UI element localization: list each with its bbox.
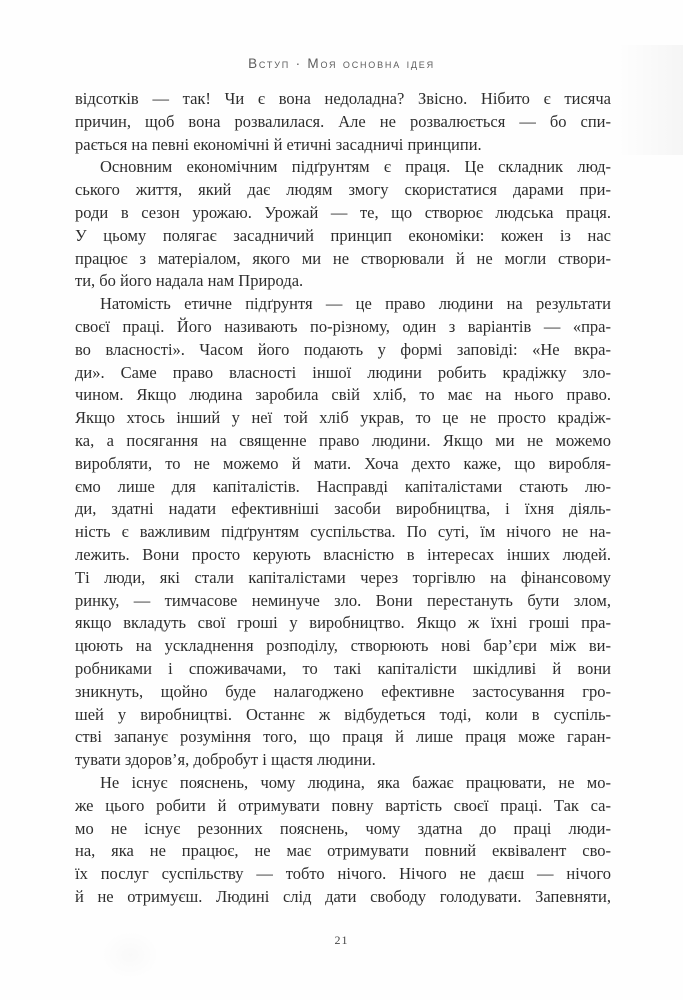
text-line: стві запанує розуміння того, що праця й лише праця може гаран- [75,727,611,747]
text-line: чином. Якщо людина заробила свій хліб, то має на нього право. [75,385,611,405]
text-line: своєї праці. Його називають по-різному, один з варіантів — «пра- [75,316,611,336]
text-line: робниками і споживачами, то такі капіталісти шкідливі й вони [75,658,611,678]
paragraph [75,156,611,293]
text-line: їх послуг суспільству — тобто нічого. Нічого не даєш — нічого [75,864,611,884]
paragraph [75,772,611,909]
text-line: на, яка не працює, не має отримувати повний еквівалент сво- [75,841,611,861]
page-number: 21 [334,933,349,947]
text-line: цюють на ускладнення розподілу, створюють нові бар’єри між ви- [75,636,611,656]
paragraph [75,293,611,772]
text-line: Якщо хтось інший у неї той хліб украв, то це не просто крадіж- [75,408,611,428]
text-line: Основним економічним підґрунтям є праця. Це складник люд- [100,157,611,177]
text-line: шей у виробництві. Останнє ж відбудеться тоді, коли в суспіль- [75,704,611,724]
text-line: ємо лише для капіталістів. Насправді капіталістами стають лю- [75,476,611,496]
text-line: якщо вкладуть свої гроші у виробництво. Якщо ж їхні гроші пра- [75,613,611,633]
text-line: ка, а посягання на священне право людини. Якщо ми не можемо [75,430,611,450]
text-line: рається на певні економічні й етичні засадничі принципи. [75,134,482,154]
text-line: ти, бо його надала нам Природа. [75,271,304,291]
text-line: У цьому полягає засадничий принцип економіки: кожен із нас [75,225,611,245]
text-line: во власності». Часом його подають у формі заповіді: «Не вкра- [75,339,611,359]
text-line: ринку, — тимчасове неминуче зло. Вони перестануть бути злом, [75,590,611,610]
text-line: виробляти, то не можемо й мати. Хоча дехто каже, що виробля- [75,453,611,473]
running-head: Вступ · Моя основна ідея [248,56,435,71]
text-line: ність є важливим підґрунтям суспільства. По суті, їм нічого не на- [75,522,611,542]
text-line: же цього робити й отримувати повну вартість своєї праці. Так са- [75,795,611,815]
text-line: Ті люди, які стали капіталістами через торгівлю на фінансовому [75,567,611,587]
paragraph [75,88,611,156]
text-line: причин, щоб вона розвалилася. Але не розвалюється — бо спи- [75,111,611,131]
text-line: ського життя, який дає людям змогу скористатися дарами при- [75,180,611,200]
text-line: ди». Саме право власності іншої людини робить крадіжку зло- [75,362,611,382]
text-line: відсотків — так! Чи є вона недоладна? Звісно. Нібито є тисяча [75,89,611,108]
text-line: тувати здоров’я, добробут і щастя людини. [75,750,376,770]
body-text [75,88,611,909]
text-line: роди в сезон урожаю. Урожай — те, що створює людська праця. [75,202,611,222]
text-line: зникнуть, щойно буде налагоджено ефективне застосування гро- [75,681,611,701]
text-line: Не існує пояснень, чому людина, яка бажає працювати, не мо- [100,772,611,792]
text-line: ди, здатні надати ефективніші засоби виробництва, і їхня діяль- [75,499,611,519]
text-line: працює з матеріалом, якого ми не створювали й не могли створи- [75,248,611,268]
text-line: й не отримуєш. Людині слід дати свободу голодувати. Запевняти, [75,886,611,906]
text-line: Натомість етичне підґрунтя — це право людини на результати [100,294,611,314]
text-line: лежить. Вони просто керують власністю в інтересах інших людей. [75,544,611,564]
text-line: мо не існує резонних пояснень, чому здатна до праці люди- [75,818,611,838]
